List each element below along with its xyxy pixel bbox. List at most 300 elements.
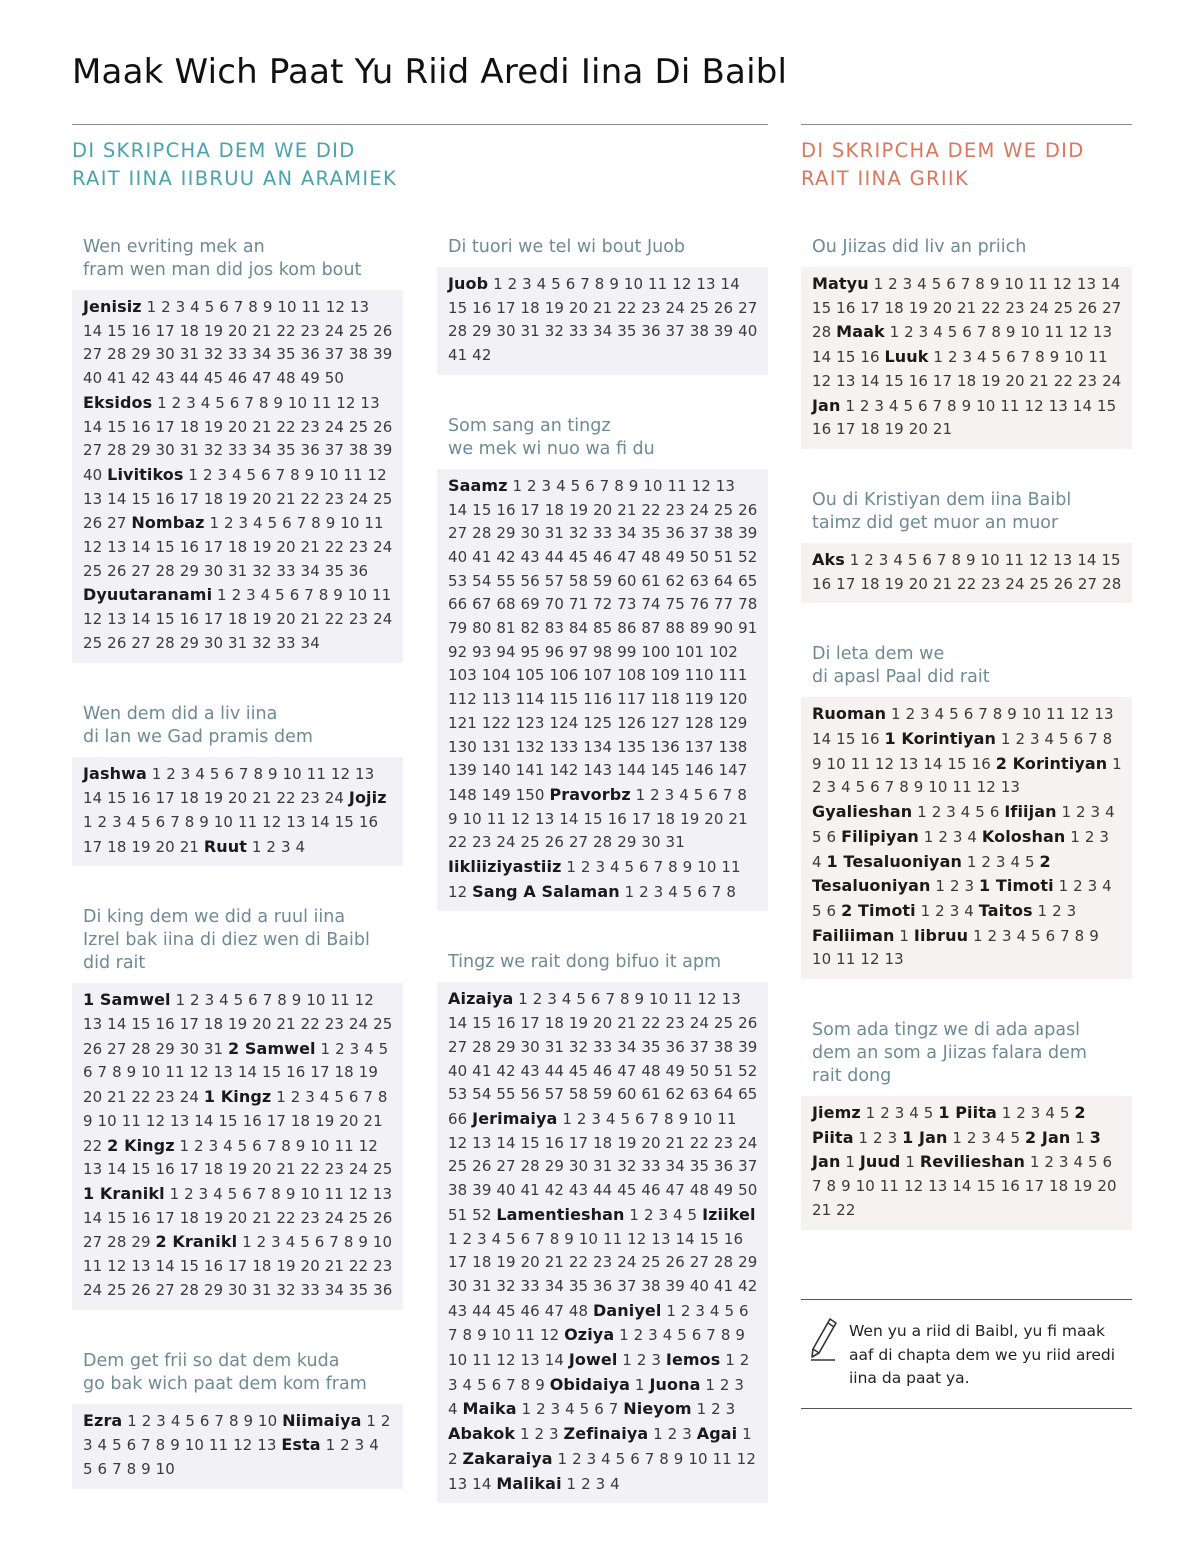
chapter-number[interactable]: 41 xyxy=(472,547,492,566)
chapter-number[interactable]: 18 xyxy=(228,610,248,629)
chapter-number[interactable]: 1 xyxy=(1061,803,1072,822)
chapter-number[interactable]: 103 xyxy=(448,666,477,685)
chapter-number[interactable]: 4 xyxy=(841,778,851,797)
chapter-number[interactable]: 29 xyxy=(131,441,151,460)
chapter-number[interactable]: 3 xyxy=(918,323,929,342)
chapter-number[interactable]: 27 xyxy=(689,1253,710,1272)
chapter-number[interactable]: 11 xyxy=(343,465,363,484)
chapter-number[interactable]: 3 xyxy=(186,393,196,412)
chapter-number[interactable]: 36 xyxy=(713,1157,734,1176)
chapter-number[interactable]: 1 xyxy=(624,882,635,901)
chapter-number[interactable]: 3 xyxy=(920,705,930,724)
chapter-number[interactable]: 2 xyxy=(166,764,176,783)
chapter-number[interactable]: 14 xyxy=(1101,275,1121,293)
chapter-number[interactable]: 16 xyxy=(203,1257,224,1276)
chapter-number[interactable]: 12 xyxy=(358,1136,378,1155)
chapter-number[interactable]: 18 xyxy=(334,1063,354,1082)
chapter-number[interactable]: 2 xyxy=(194,1136,204,1155)
chapter-number[interactable]: 88 xyxy=(665,619,685,638)
chapter-number[interactable]: 10 xyxy=(372,1233,393,1252)
chapter-number[interactable]: 14 xyxy=(675,1229,695,1248)
chapter-number[interactable]: 8 xyxy=(258,393,269,412)
chapter-number[interactable]: 49 xyxy=(665,547,685,566)
chapter-number[interactable]: 13 xyxy=(355,764,375,783)
chapter-number[interactable]: 35 xyxy=(276,345,296,364)
chapter-number[interactable]: 2 xyxy=(256,1233,267,1252)
chapter-number[interactable]: 14 xyxy=(83,1208,103,1227)
chapter-number[interactable]: 9 xyxy=(673,1449,684,1468)
chapter-number[interactable]: 38 xyxy=(713,524,734,543)
chapter-number[interactable]: 8 xyxy=(619,990,630,1009)
chapter-number[interactable]: 13 xyxy=(535,809,555,828)
chapter-number[interactable]: 2 xyxy=(864,550,874,569)
chapter-number[interactable]: 8 xyxy=(228,1411,239,1430)
chapter-number[interactable]: 24 xyxy=(665,298,685,317)
chapter-number[interactable]: 19 xyxy=(131,837,151,856)
chapter-number[interactable]: 15 xyxy=(131,1015,151,1034)
chapter-number[interactable]: 14 xyxy=(1072,396,1093,415)
chapter-number[interactable]: 2 xyxy=(1076,803,1086,822)
chapter-number[interactable]: 9 xyxy=(83,1111,93,1130)
chapter-number[interactable]: 11 xyxy=(952,778,972,797)
chapter-number[interactable]: 54 xyxy=(472,1085,492,1104)
chapter-number[interactable]: 18 xyxy=(884,298,904,317)
chapter-number[interactable]: 8 xyxy=(899,778,909,797)
chapter-number[interactable]: 22 xyxy=(641,1014,661,1033)
chapter-number[interactable]: 5 xyxy=(477,1375,487,1394)
chapter-number[interactable]: 28 xyxy=(179,1280,199,1299)
chapter-number[interactable]: 8 xyxy=(991,323,1001,342)
chapter-number[interactable]: 5 xyxy=(693,785,704,804)
chapter-number[interactable]: 3 xyxy=(902,275,913,293)
chapter-number[interactable]: 14 xyxy=(860,371,880,390)
chapter-number[interactable]: 10 xyxy=(693,1109,713,1128)
chapter-number[interactable]: 5 xyxy=(949,705,959,724)
chapter-number[interactable]: 4 xyxy=(285,1233,296,1252)
chapter-number[interactable]: 13 xyxy=(83,489,103,508)
chapter-number[interactable]: 10 xyxy=(1021,705,1042,724)
chapter-number[interactable]: 16 xyxy=(971,754,991,773)
chapter-number[interactable]: 5 xyxy=(615,1449,626,1468)
chapter-number[interactable]: 8 xyxy=(271,1184,281,1203)
chapter-number[interactable]: 15 xyxy=(107,1208,127,1227)
chapter-number[interactable]: 22 xyxy=(348,1257,369,1276)
chapter-number[interactable]: 28 xyxy=(472,524,492,543)
chapter-number[interactable]: 4 xyxy=(319,1088,330,1107)
chapter-number[interactable]: 7 xyxy=(296,514,307,533)
chapter-number[interactable]: 34 xyxy=(617,1037,637,1056)
chapter-number[interactable]: 15 xyxy=(699,1229,719,1248)
chapter-number[interactable]: 32 xyxy=(203,345,224,364)
chapter-number[interactable]: 22 xyxy=(617,298,637,317)
chapter-number[interactable]: 59 xyxy=(593,1085,613,1104)
chapter-number[interactable]: 2 xyxy=(888,275,898,293)
chapter-number[interactable]: 27 xyxy=(568,833,589,852)
chapter-number[interactable]: 15 xyxy=(107,321,127,340)
chapter-number[interactable]: 1 xyxy=(217,586,227,605)
chapter-number[interactable]: 7 xyxy=(1020,348,1031,367)
chapter-number[interactable]: 18 xyxy=(544,500,564,519)
chapter-number[interactable]: 27 xyxy=(131,561,151,580)
chapter-number[interactable]: 12 xyxy=(348,1184,368,1203)
chapter-number[interactable]: 28 xyxy=(593,833,613,852)
chapter-number[interactable]: 14 xyxy=(448,500,468,519)
chapter-number[interactable]: 1 xyxy=(562,1109,572,1128)
chapter-number[interactable]: 3 xyxy=(962,348,973,367)
chapter-number[interactable]: 18 xyxy=(203,489,224,508)
chapter-number[interactable]: 9 xyxy=(735,1326,746,1345)
chapter-number[interactable]: 2 xyxy=(507,275,518,293)
chapter-number[interactable]: 5 xyxy=(112,1436,122,1455)
chapter-number[interactable]: 26 xyxy=(713,298,734,317)
chapter-number[interactable]: 17 xyxy=(155,1208,175,1227)
chapter-number[interactable]: 26 xyxy=(738,1014,758,1033)
chapter-number[interactable]: 54 xyxy=(472,571,492,590)
chapter-number[interactable]: 25 xyxy=(373,1160,393,1179)
chapter-number[interactable]: 58 xyxy=(568,1085,589,1104)
chapter-number[interactable]: 3 xyxy=(271,1233,281,1252)
chapter-number[interactable]: 10 xyxy=(623,275,644,293)
chapter-number[interactable]: 30 xyxy=(520,1037,540,1056)
chapter-number[interactable]: 24 xyxy=(689,1014,710,1033)
chapter-number[interactable]: 15 xyxy=(179,1257,199,1276)
chapter-number[interactable]: 13 xyxy=(372,1184,393,1203)
chapter-number[interactable]: 21 xyxy=(617,500,637,519)
chapter-number[interactable]: 141 xyxy=(515,761,545,780)
chapter-number[interactable]: 9 xyxy=(267,764,278,783)
chapter-number[interactable]: 11 xyxy=(1000,396,1020,415)
chapter-number[interactable]: 18 xyxy=(957,371,977,390)
chapter-number[interactable]: 22 xyxy=(300,489,320,508)
chapter-number[interactable]: 23 xyxy=(348,538,369,557)
chapter-number[interactable]: 9 xyxy=(535,1375,545,1394)
chapter-number[interactable]: 10 xyxy=(1064,348,1084,367)
chapter-number[interactable]: 4 xyxy=(888,396,899,415)
chapter-number[interactable]: 1 xyxy=(1029,1153,1040,1172)
chapter-number[interactable]: 41 xyxy=(107,369,127,388)
chapter-number[interactable]: 145 xyxy=(650,761,680,780)
chapter-number[interactable]: 1 xyxy=(242,1233,252,1252)
chapter-number[interactable]: 75 xyxy=(665,595,685,614)
chapter-number[interactable]: 6 xyxy=(520,1229,531,1248)
chapter-number[interactable]: 17 xyxy=(179,489,199,508)
chapter-number[interactable]: 19 xyxy=(203,1208,224,1227)
chapter-number[interactable]: 19 xyxy=(252,538,272,557)
chapter-number[interactable]: 2 xyxy=(290,1088,301,1107)
chapter-number[interactable]: 39 xyxy=(472,1181,492,1200)
chapter-number[interactable]: 27 xyxy=(107,1039,127,1058)
chapter-number[interactable]: 3 xyxy=(1090,803,1101,822)
chapter-number[interactable]: 52 xyxy=(738,547,758,566)
chapter-number[interactable]: 51 xyxy=(713,1061,734,1080)
chapter-number[interactable]: 36 xyxy=(665,1037,685,1056)
chapter-number[interactable]: 5 xyxy=(677,1326,687,1345)
chapter-number[interactable]: 19 xyxy=(203,321,224,340)
chapter-number[interactable]: 22 xyxy=(131,1088,151,1107)
chapter-number[interactable]: 56 xyxy=(520,571,540,590)
chapter-number[interactable]: 33 xyxy=(276,633,296,652)
chapter-number[interactable]: 13 xyxy=(520,1351,540,1370)
chapter-number[interactable]: 7 xyxy=(960,275,971,293)
chapter-number[interactable]: 81 xyxy=(496,619,516,638)
chapter-number[interactable]: 28 xyxy=(131,1039,151,1058)
chapter-number[interactable]: 13 xyxy=(836,371,856,390)
chapter-number[interactable]: 1 xyxy=(873,275,884,293)
chapter-number[interactable]: 33 xyxy=(593,1037,613,1056)
chapter-number[interactable]: 17 xyxy=(520,1014,540,1033)
chapter-number[interactable]: 23 xyxy=(300,1208,320,1227)
chapter-number[interactable]: 16 xyxy=(131,1208,151,1227)
chapter-number[interactable]: 4 xyxy=(812,852,822,871)
chapter-number[interactable]: 24 xyxy=(1029,298,1049,317)
chapter-number[interactable]: 2 xyxy=(231,586,242,605)
chapter-number[interactable]: 1 xyxy=(151,764,162,783)
chapter-number[interactable]: 3 xyxy=(682,1425,692,1444)
chapter-number[interactable]: 12 xyxy=(1052,275,1072,293)
chapter-number[interactable]: 24 xyxy=(689,500,710,519)
chapter-number[interactable]: 1 xyxy=(83,812,93,831)
chapter-number[interactable]: 23 xyxy=(348,610,369,629)
chapter-number[interactable]: 20 xyxy=(228,417,248,436)
chapter-number[interactable]: 4 xyxy=(195,764,205,783)
chapter-number[interactable]: 14 xyxy=(496,1133,516,1152)
chapter-number[interactable]: 9 xyxy=(325,514,336,533)
chapter-number[interactable]: 25 xyxy=(641,1253,661,1272)
chapter-number[interactable]: 4 xyxy=(369,1436,379,1455)
chapter-number[interactable]: 4 xyxy=(565,1400,575,1419)
chapter-number[interactable]: 28 xyxy=(107,441,127,460)
chapter-number[interactable]: 5 xyxy=(907,550,918,569)
chapter-number[interactable]: 34 xyxy=(665,1157,685,1176)
chapter-number[interactable]: 4 xyxy=(893,550,903,569)
chapter-number[interactable]: 6 xyxy=(870,778,880,797)
chapter-number[interactable]: 20 xyxy=(593,1014,613,1033)
chapter-number[interactable]: 35 xyxy=(276,441,296,460)
chapter-number[interactable]: 22 xyxy=(689,1133,710,1152)
chapter-number[interactable]: 61 xyxy=(641,1085,661,1104)
chapter-number[interactable]: 11 xyxy=(673,990,693,1009)
chapter-number[interactable]: 30 xyxy=(203,633,224,652)
chapter-number[interactable]: 21 xyxy=(276,1015,296,1034)
chapter-number[interactable]: 10 xyxy=(306,991,326,1010)
chapter-number[interactable]: 34 xyxy=(617,524,637,543)
chapter-number[interactable]: 52 xyxy=(738,1061,758,1080)
chapter-number[interactable]: 2 xyxy=(580,858,591,877)
chapter-number[interactable]: 33 xyxy=(568,322,589,341)
chapter-number[interactable]: 18 xyxy=(179,417,199,436)
chapter-number[interactable]: 95 xyxy=(520,642,540,661)
chapter-number[interactable]: 14 xyxy=(107,1160,127,1179)
chapter-number[interactable]: 24 xyxy=(324,789,345,808)
chapter-number[interactable]: 20 xyxy=(276,610,296,629)
chapter-number[interactable]: 9 xyxy=(609,275,619,293)
chapter-number[interactable]: 21 xyxy=(1029,371,1049,390)
chapter-number[interactable]: 13 xyxy=(170,1111,190,1130)
chapter-number[interactable]: 2 xyxy=(532,990,543,1009)
chapter-number[interactable]: 9 xyxy=(564,1229,574,1248)
chapter-number[interactable]: 16 xyxy=(1000,1177,1020,1196)
chapter-number[interactable]: 28 xyxy=(812,323,832,342)
chapter-number[interactable]: 1 xyxy=(635,785,646,804)
chapter-number[interactable]: 1 xyxy=(518,990,528,1009)
chapter-number[interactable]: 23 xyxy=(593,1253,613,1272)
chapter-number[interactable]: 5 xyxy=(991,348,1002,367)
chapter-number[interactable]: 13 xyxy=(1094,705,1114,724)
chapter-number[interactable]: 5 xyxy=(570,476,581,495)
chapter-number[interactable]: 34 xyxy=(544,1276,564,1295)
chapter-number[interactable]: 5 xyxy=(682,882,693,901)
chapter-number[interactable]: 20 xyxy=(704,809,724,828)
chapter-number[interactable]: 2 xyxy=(576,1109,587,1128)
chapter-number[interactable]: 24 xyxy=(348,1015,369,1034)
chapter-number[interactable]: 10 xyxy=(855,1177,875,1196)
chapter-number[interactable]: 4 xyxy=(995,1128,1006,1147)
chapter-number[interactable]: 29 xyxy=(472,322,492,341)
chapter-number[interactable]: 11 xyxy=(165,1063,185,1082)
chapter-number[interactable]: 32 xyxy=(568,1037,589,1056)
chapter-number[interactable]: 12 xyxy=(367,465,387,484)
chapter-number[interactable]: 9 xyxy=(961,396,972,415)
chapter-number[interactable]: 110 xyxy=(684,666,714,685)
chapter-number[interactable]: 28 xyxy=(155,561,175,580)
chapter-number[interactable]: 8 xyxy=(726,882,736,901)
chapter-number[interactable]: 4 xyxy=(709,1301,720,1320)
chapter-number[interactable]: 23 xyxy=(324,1160,345,1179)
chapter-number[interactable]: 32 xyxy=(276,1280,296,1299)
chapter-number[interactable]: 4 xyxy=(977,348,987,367)
chapter-number[interactable]: 97 xyxy=(568,642,589,661)
chapter-number[interactable]: 12 xyxy=(736,1449,756,1468)
chapter-number[interactable]: 6 xyxy=(989,803,1000,822)
chapter-number[interactable]: 8 xyxy=(311,514,321,533)
chapter-number[interactable]: 1 xyxy=(251,837,262,856)
chapter-number[interactable]: 9 xyxy=(1049,348,1060,367)
chapter-number[interactable]: 16 xyxy=(155,1015,175,1034)
chapter-number[interactable]: 43 xyxy=(155,369,175,388)
chapter-number[interactable]: 16 xyxy=(836,298,856,317)
chapter-number[interactable]: 20 xyxy=(83,1088,103,1107)
chapter-number[interactable]: 57 xyxy=(544,571,564,590)
chapter-number[interactable]: 1 xyxy=(705,1375,715,1394)
chapter-number[interactable]: 33 xyxy=(300,1280,320,1299)
chapter-number[interactable]: 2 xyxy=(680,1301,691,1320)
chapter-number[interactable]: 12 xyxy=(812,371,832,390)
chapter-number[interactable]: 1 xyxy=(521,1400,532,1419)
chapter-number[interactable]: 115 xyxy=(549,690,579,709)
chapter-number[interactable]: 6 xyxy=(708,785,718,804)
chapter-number[interactable]: 3 xyxy=(547,990,557,1009)
chapter-number[interactable]: 3 xyxy=(981,1128,992,1147)
chapter-number[interactable]: 2 xyxy=(949,877,960,896)
chapter-number[interactable]: 3 xyxy=(952,827,963,846)
chapter-number[interactable]: 21 xyxy=(324,1257,345,1276)
chapter-number[interactable]: 6 xyxy=(348,1088,359,1107)
chapter-number[interactable]: 15 xyxy=(947,754,967,773)
chapter-number[interactable]: 24 xyxy=(373,610,393,629)
chapter-number[interactable]: 2 xyxy=(448,1449,458,1468)
chapter-number[interactable]: 9 xyxy=(285,1184,296,1203)
chapter-number[interactable]: 93 xyxy=(472,642,492,661)
chapter-number[interactable]: 13 xyxy=(715,476,736,495)
chapter-number[interactable]: 6 xyxy=(252,1136,262,1155)
chapter-number[interactable]: 69 xyxy=(520,595,540,614)
chapter-number[interactable]: 14 xyxy=(107,489,127,508)
chapter-number[interactable]: 9 xyxy=(243,1411,254,1430)
chapter-number[interactable]: 124 xyxy=(549,713,579,732)
chapter-number[interactable]: 6 xyxy=(826,901,837,920)
chapter-number[interactable]: 149 xyxy=(481,785,511,804)
chapter-number[interactable]: 132 xyxy=(515,737,545,756)
chapter-number[interactable]: 2 xyxy=(202,465,213,484)
chapter-number[interactable]: 137 xyxy=(684,737,714,756)
chapter-number[interactable]: 147 xyxy=(718,761,748,780)
chapter-number[interactable]: 16 xyxy=(812,574,832,593)
chapter-number[interactable]: 5 xyxy=(233,991,244,1010)
chapter-number[interactable]: 9 xyxy=(1007,705,1017,724)
chapter-number[interactable]: 2 xyxy=(1016,1104,1026,1123)
chapter-number[interactable]: 7 xyxy=(275,465,286,484)
chapter-number[interactable]: 6 xyxy=(1045,926,1056,945)
chapter-number[interactable]: 3 xyxy=(198,1184,209,1203)
chapter-number[interactable]: 7 xyxy=(170,812,180,831)
chapter-number[interactable]: 24 xyxy=(348,489,369,508)
chapter-number[interactable]: 2 xyxy=(987,926,998,945)
chapter-number[interactable]: 9 xyxy=(1005,323,1016,342)
chapter-number[interactable]: 18 xyxy=(520,298,540,317)
chapter-number[interactable]: 20 xyxy=(252,489,272,508)
chapter-number[interactable]: 17 xyxy=(155,417,175,436)
chapter-number[interactable]: 4 xyxy=(662,1326,673,1345)
chapter-number[interactable]: 1 xyxy=(634,1375,645,1394)
chapter-number[interactable]: 12 xyxy=(510,809,531,828)
chapter-number[interactable]: 2 xyxy=(97,812,108,831)
chapter-number[interactable]: 12 xyxy=(1070,705,1090,724)
chapter-number[interactable]: 3 xyxy=(887,1128,898,1147)
chapter-number[interactable]: 21 xyxy=(665,1133,685,1152)
chapter-number[interactable]: 23 xyxy=(373,1257,393,1276)
chapter-number[interactable]: 21 xyxy=(252,789,272,808)
chapter-number[interactable]: 49 xyxy=(713,1181,734,1200)
chapter-number[interactable]: 8 xyxy=(155,1436,166,1455)
chapter-number[interactable]: 101 xyxy=(675,642,705,661)
chapter-number[interactable]: 5 xyxy=(185,1411,195,1430)
chapter-number[interactable]: 25 xyxy=(689,298,710,317)
chapter-number[interactable]: 29 xyxy=(179,633,199,652)
chapter-number[interactable]: 1 xyxy=(935,877,946,896)
chapter-number[interactable]: 48 xyxy=(689,1181,710,1200)
chapter-number[interactable]: 17 xyxy=(155,789,175,808)
chapter-number[interactable]: 1 xyxy=(923,827,934,846)
chapter-number[interactable]: 7 xyxy=(262,991,273,1010)
chapter-number[interactable]: 7 xyxy=(711,882,722,901)
chapter-number[interactable]: 30 xyxy=(155,345,175,364)
chapter-number[interactable]: 27 xyxy=(496,1157,516,1176)
chapter-number[interactable]: 6 xyxy=(97,1459,108,1478)
chapter-number[interactable]: 27 xyxy=(448,524,468,543)
chapter-number[interactable]: 8 xyxy=(318,586,329,605)
chapter-number[interactable]: 21 xyxy=(932,420,953,439)
chapter-number[interactable]: 12 xyxy=(627,1229,647,1248)
chapter-number[interactable]: 1 xyxy=(966,852,977,871)
chapter-number[interactable]: 29 xyxy=(179,561,199,580)
chapter-number[interactable]: 17 xyxy=(631,809,652,828)
chapter-number[interactable]: 18 xyxy=(203,1160,224,1179)
chapter-number[interactable]: 5 xyxy=(334,1088,344,1107)
chapter-number[interactable]: 3 xyxy=(878,550,889,569)
chapter-number[interactable]: 11 xyxy=(486,809,506,828)
chapter-number[interactable]: 18 xyxy=(179,789,199,808)
chapter-number[interactable]: 19 xyxy=(252,610,272,629)
